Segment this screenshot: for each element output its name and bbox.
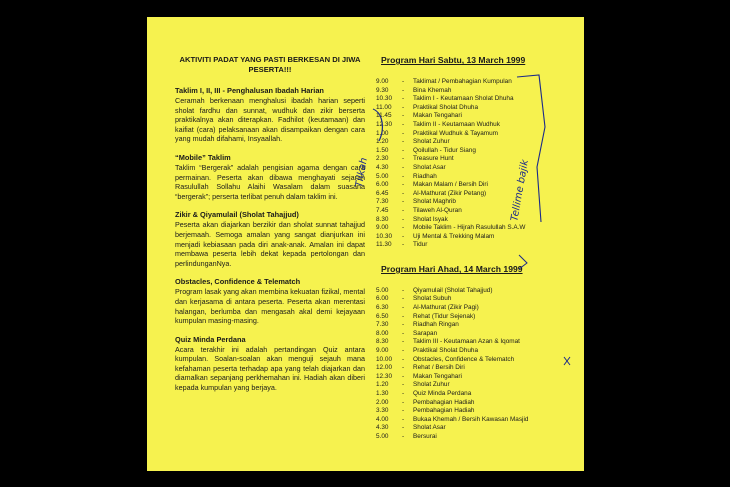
schedule-event: Qoilullah - Tidur Siang (413, 146, 476, 154)
schedule-event: Taklim III - Keutamaan Azan & Iqomat (413, 338, 520, 346)
schedule-time: 8.00 (376, 329, 389, 337)
schedule-event: Uji Mental & Trekking Malam (413, 232, 495, 240)
schedule-dash: - (402, 304, 405, 312)
schedule-event: Makan Tengahari (413, 372, 462, 380)
schedule-event: Sholat Asar (413, 424, 446, 432)
activities-title: AKTIVITI PADAT YANG PASTI BERKESAN DI JIWA PESERTA!!! (179, 55, 361, 74)
schedule-event: Pembahagian Hadiah (413, 407, 475, 415)
section-body: Ceramah berkenaan menghalusi ibadah harian seperti sholat fardhu dan sunnat, wudhuk dan zikir berserta praktikalnya akan diterapkan. Fadhilot (keutamaan) dan kaifiat (cara) pelaksanaan akan disampaikan dengan cara yang mudah difahami, Insyaallah. (175, 96, 365, 144)
schedule-dash: - (402, 112, 405, 120)
schedule-dash: - (402, 241, 405, 249)
schedule-time: 6.00 (376, 181, 389, 189)
section-heading: “Mobile” Taklim (175, 152, 231, 162)
schedule-dash: - (402, 424, 405, 432)
schedule-event: Obstacles, Confidence & Telematch (413, 355, 515, 363)
schedule-time: 10.00 (376, 355, 392, 363)
schedule-time: 6.50 (376, 312, 389, 320)
section-body: Program lasak yang akan membina kekuatan fizikal, mental dan kerjasama di antara peserta. Peserta akan merentasi halangan, berlumba dan mengasah akal demi kejayaan kumpulan masing-masing. (175, 287, 365, 326)
schedule-dash: - (402, 155, 405, 163)
schedule-dash: - (402, 198, 405, 206)
schedule-time: 5.00 (376, 432, 389, 440)
schedule-time: 1.50 (376, 146, 389, 154)
schedule-time: 12.00 (376, 364, 392, 372)
schedule-event: Praktikal Wudhuk & Tayamum (413, 129, 499, 137)
schedule-event: Riadhah Ringan (413, 321, 459, 329)
schedule-event: Praktikal Sholat Dhuha (413, 103, 479, 111)
schedule-time: 11.30 (376, 241, 392, 249)
schedule-dash: - (402, 415, 405, 423)
schedule-event: Tilaweh Al-Quran (413, 206, 462, 214)
schedule-time: 7.30 (376, 321, 389, 329)
schedule-time: 5.00 (376, 286, 389, 294)
section-heading: Obstacles, Confidence & Telematch (175, 277, 301, 287)
schedule-event: Makan Tengahari (413, 112, 462, 120)
schedule-event: Bukaa Khemah / Bersih Kawasan Masjid (413, 415, 529, 423)
schedule-event: Al-Mathurat (Zikir Petang) (413, 189, 487, 197)
schedule-dash: - (402, 364, 405, 372)
section-body: Acara terakhir ini adalah pertandingan Quiz antara kumpulan. Soalan-soalan akan menguji sejauh mana kefahaman peserta terhadap apa yang telah diajarkan dan diamalkan sepanjang perkhemahan ini. Hadiah akan diberi kepada kumpulan yang berjaya. (175, 344, 365, 393)
schedule-time: 1.00 (376, 129, 389, 137)
schedule-event: Bersurai (413, 432, 437, 440)
section-heading: Taklim I, II, III - Penghalusan Ibadah Harian (175, 86, 324, 95)
schedule-event: Praktikal Sholat Dhuha (413, 347, 479, 355)
schedule-event: Rehat (Tidur Sejenak) (413, 312, 476, 320)
schedule-time: 6.45 (376, 189, 389, 197)
schedule-time: 1.20 (376, 381, 389, 389)
schedule-time: 8.30 (376, 215, 389, 223)
schedule-event: Taklim I - Keutamaan Sholat Dhuha (413, 95, 514, 103)
schedule-event: Tidur (413, 241, 428, 249)
schedule-time: 6.30 (376, 304, 389, 312)
schedule-time: 12.30 (376, 372, 392, 380)
schedule-event: Sarapan (413, 329, 438, 337)
schedule-time: 9.00 (376, 78, 389, 85)
schedule-time: 3.30 (376, 407, 389, 415)
schedule-sunday-title: Program Hari Ahad, 14 March 1999 (381, 263, 523, 274)
schedule-event: Sholat Subuh (413, 295, 452, 303)
schedule-dash: - (402, 355, 405, 363)
schedule-time: 2.00 (376, 398, 389, 406)
handwritten-note: Tellime bajik (509, 158, 531, 223)
schedule-dash: - (402, 224, 405, 232)
schedule-time: 10.30 (376, 95, 392, 103)
schedule-dash: - (402, 321, 405, 329)
schedule-dash: - (402, 103, 405, 111)
schedule-dash: - (402, 286, 405, 294)
schedule-time: 2.30 (376, 155, 389, 163)
schedule-time: 1.20 (376, 138, 389, 146)
schedule-dash: - (402, 78, 405, 85)
schedule-dash: - (402, 181, 405, 189)
schedule-dash: - (402, 120, 405, 128)
schedule-time: 9.30 (376, 86, 389, 94)
schedule-time: 4.30 (376, 424, 389, 432)
schedule-time: 10.30 (376, 232, 392, 240)
schedule-dash: - (402, 232, 405, 240)
schedule-time: 1.30 (376, 390, 389, 397)
schedule-dash: - (402, 390, 405, 397)
schedule-time: 5.00 (376, 172, 389, 180)
schedule-dash: - (402, 312, 405, 320)
schedule-dash: - (402, 206, 405, 214)
schedule-saturday-title: Program Hari Sabtu, 13 March 1999 (381, 55, 526, 65)
brochure-page (147, 17, 584, 471)
schedule-event: Treasure Hunt (413, 155, 454, 163)
schedule-time: 6.00 (376, 295, 389, 303)
schedule-dash: - (402, 347, 405, 355)
schedule-dash: - (402, 172, 405, 180)
schedule-time: 4.30 (376, 163, 389, 171)
schedule-time: 4.00 (376, 415, 389, 423)
schedule-dash: - (402, 146, 405, 154)
schedule-event: Sholat Zuhur (413, 138, 450, 146)
section-heading: Quiz Minda Perdana (175, 334, 246, 344)
schedule-dash: - (402, 138, 405, 146)
schedule-event: Quiz Minda Perdana (413, 390, 472, 397)
section-body: Peserta akan diajarkan berzikir dan sholat sunnat tahajjud berjemaah. Semoga amalan yang sangat dianjurkan ini menjadi kebiasaan pada diri anak-anak. Amalan ini dapat membawa peserta lebih dekat kepada pertolongan dan perlindunganNya. (175, 220, 365, 268)
schedule-event: Makan Malam / Bersih Diri (413, 181, 488, 189)
schedule-event: Pembahagian Hadiah (413, 398, 475, 406)
schedule-event: Sholat Maghrib (413, 198, 456, 206)
schedule-event: Mobile Taklim - Hijrah Rasulullah S.A.W (413, 224, 526, 232)
schedule-time: 9.00 (376, 347, 389, 355)
schedule-event: Riadhah (413, 172, 437, 180)
schedule-dash: - (402, 329, 405, 337)
section-heading: Zikir & Qiyamulail (Sholat Tahajjud) (175, 210, 299, 220)
schedule-event: Sholat Isyak (413, 215, 448, 223)
schedule-dash: - (402, 95, 405, 103)
schedule-event: Qiyamulail (Sholat Tahajjud) (413, 286, 493, 294)
schedule-time: 9.00 (376, 224, 389, 232)
schedule-dash: - (402, 407, 405, 415)
schedule-event: Rehat / Bersih Diri (413, 364, 465, 372)
schedule-event: Al-Mathurat (Zikir Pagi) (413, 304, 479, 312)
schedule-dash: - (402, 432, 405, 440)
schedule-time: 11.45 (376, 112, 392, 120)
schedule-dash: - (402, 129, 405, 137)
schedule-time: 7.45 (376, 206, 389, 214)
schedule-time: 11.00 (376, 103, 392, 111)
schedule-dash: - (402, 372, 405, 380)
schedule-dash: - (402, 398, 405, 406)
schedule-dash: - (402, 295, 405, 303)
schedule-dash: - (402, 86, 405, 94)
schedule-dash: - (402, 163, 405, 171)
schedule-time: 12.30 (376, 120, 392, 128)
schedule-event: Taklim II - Keutamaan Wudhuk (413, 120, 500, 128)
schedule-time: 8.30 (376, 338, 389, 346)
schedule-event: Sholat Zuhur (413, 381, 450, 389)
schedule-event: Taklimat / Pembahagian Kumpulan (413, 78, 512, 85)
schedule-event: Bina Khemah (413, 86, 452, 94)
schedule-dash: - (402, 338, 405, 346)
schedule-dash: - (402, 381, 405, 389)
handwritten-note: Tilkah (353, 156, 370, 189)
schedule-dash: - (402, 189, 405, 197)
section-body: Taklim “Bergerak” adalah pengisian agama dengan cara permainan. Peserta akan dibawa menghayati sejarah Rasulullah Sollahu Alaihi Wasalam dalam suasana “bergerak”; perserta terlibat penuh dalam taklim ini. (175, 162, 365, 201)
schedule-dash: - (402, 215, 405, 223)
schedule-time: 7.30 (376, 198, 389, 206)
pen-marks (147, 17, 584, 471)
schedule-event: Sholat Asar (413, 163, 446, 171)
